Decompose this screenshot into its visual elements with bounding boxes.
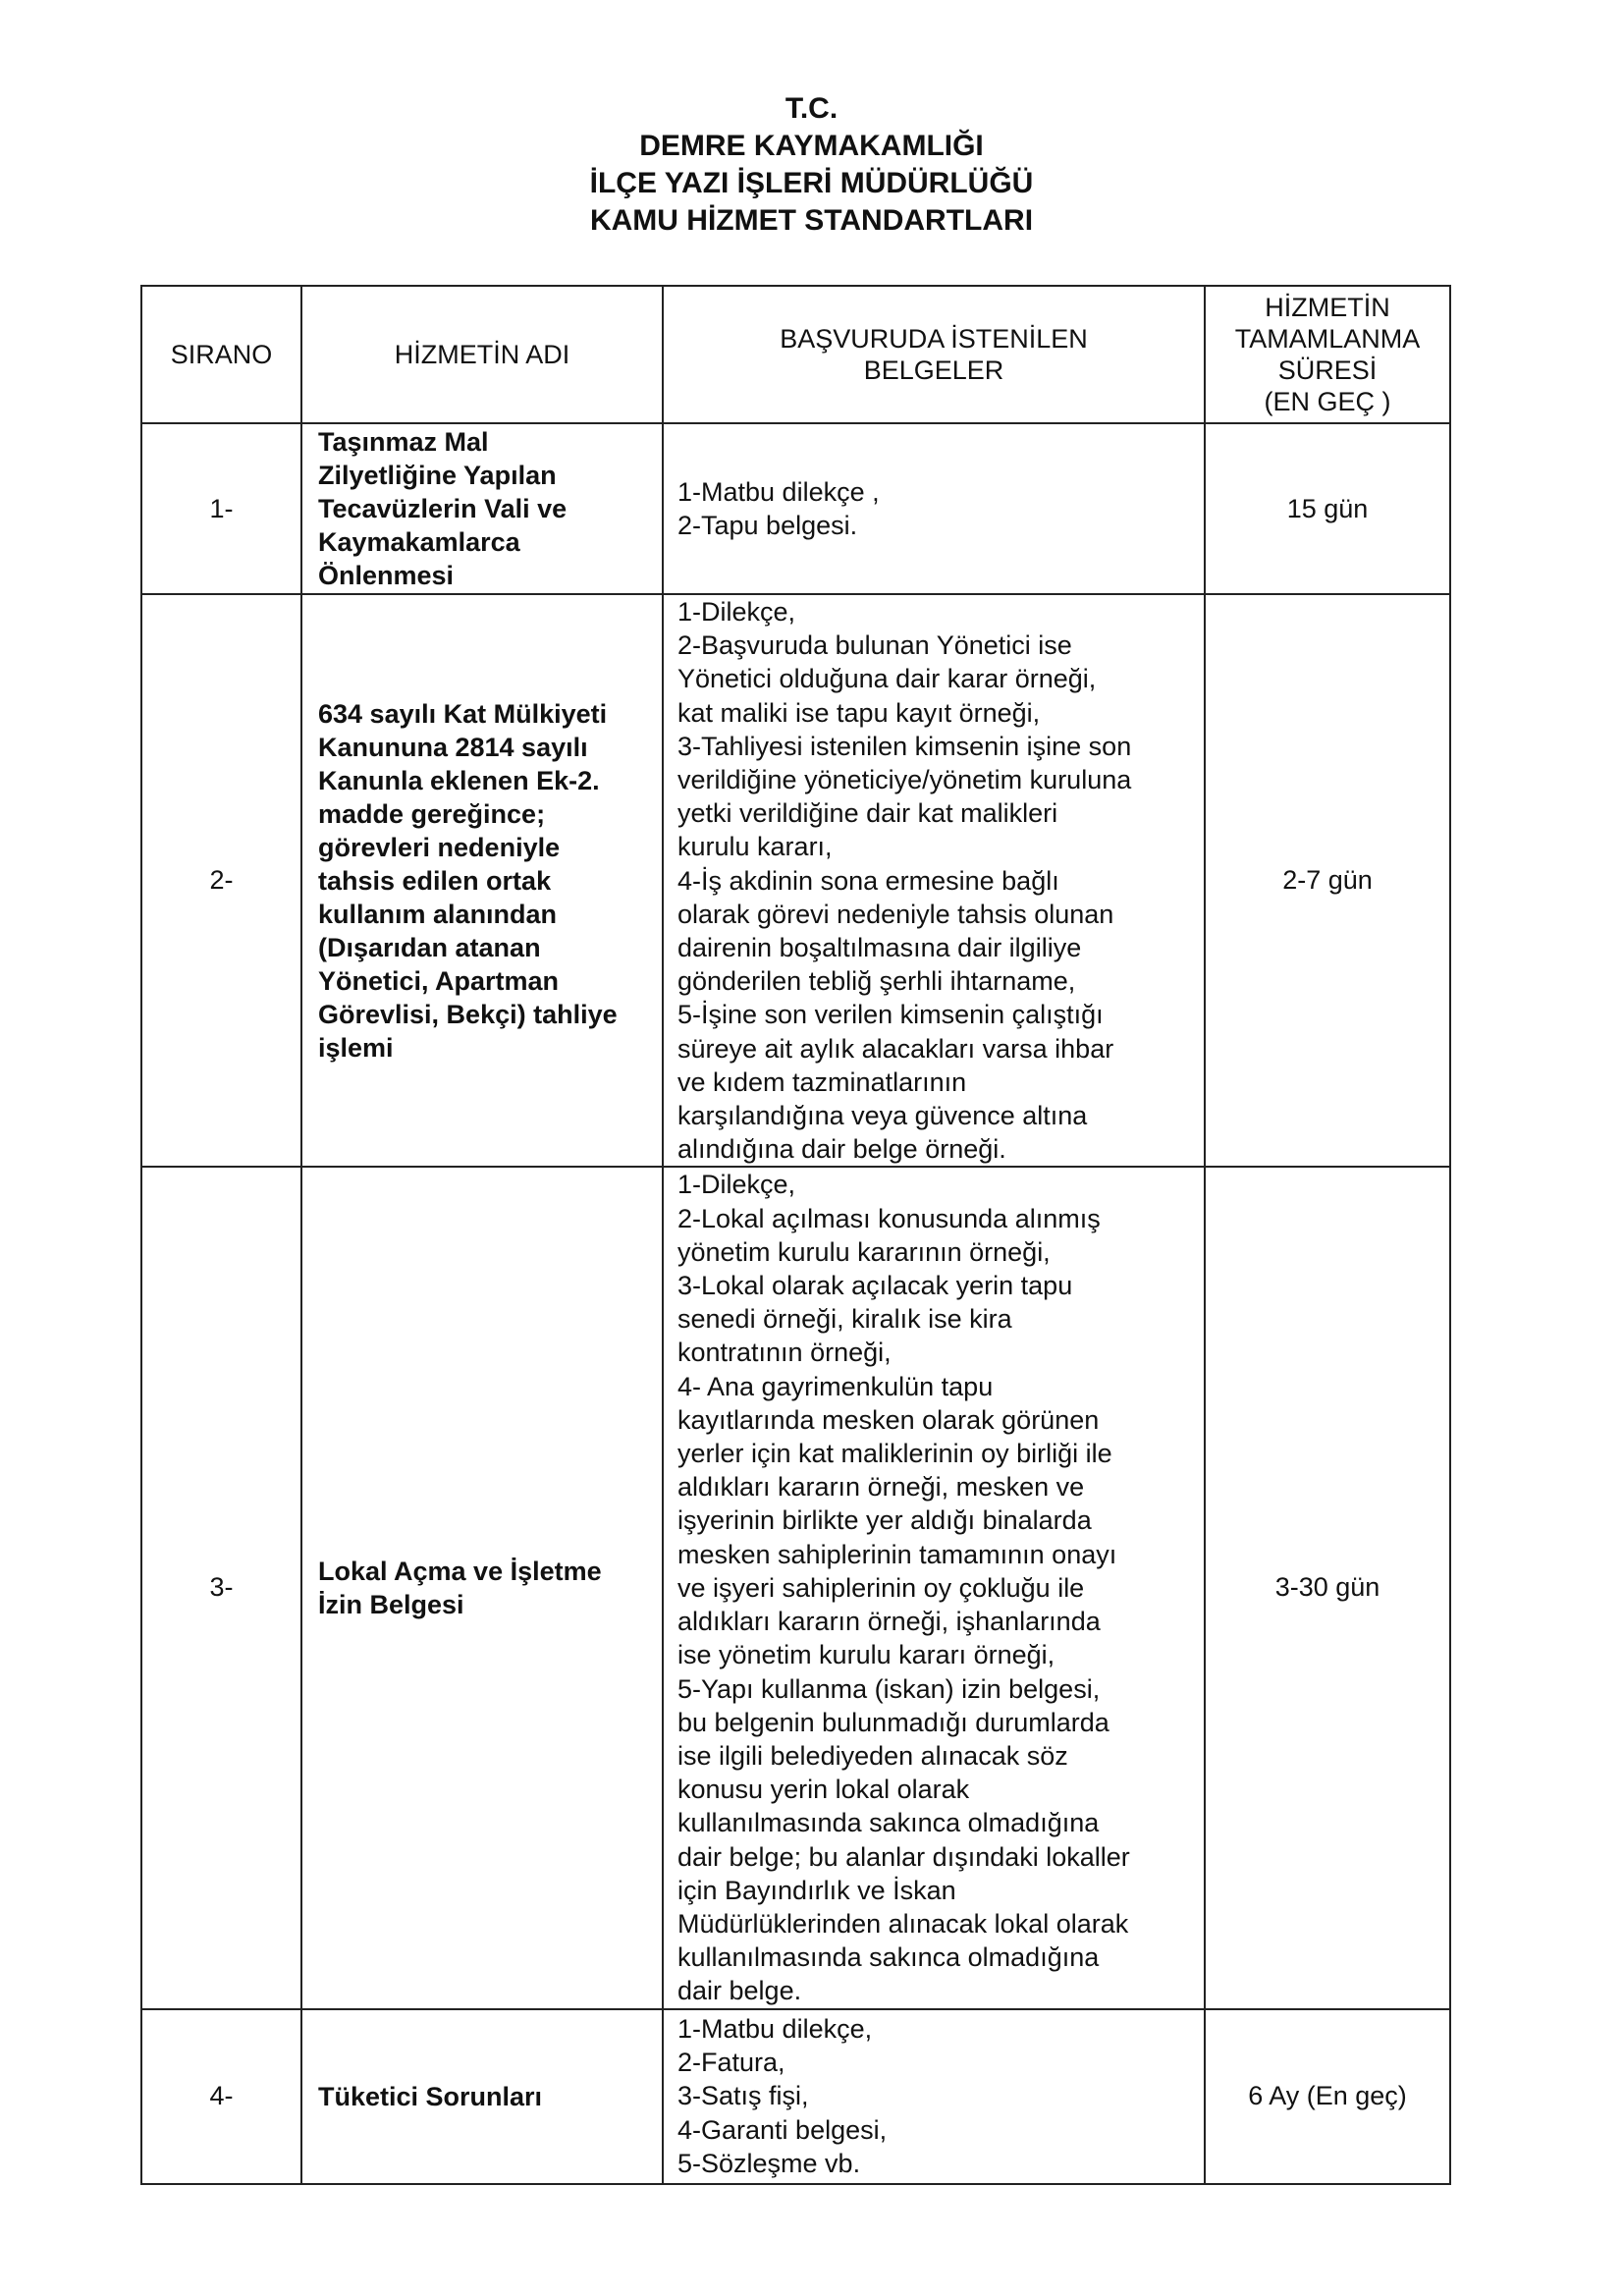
header-line-tc: T.C. (784, 92, 839, 125)
required-documents: 1-Dilekçe, 2-Lokal açılması konusunda alınmış yönetim kurulu kararının örneği, 3-Lokal olarak açılacak yerin tapu senedi örneği, kiralık ise kira kontratının örneği, 4- Ana gayrimenkulün tapu kayıtlarında mesken olarak görünen yerler için kat maliklerinin oy birliği ile aldıkları kararın örneği, mesken ve işyerinin birlikte yer aldığı binalarda mesken sahiplerinin tamamının onayı ve işyeri sahiplerinin oy çokluğu ile aldıkları kararın örneği, işhanlarında ise yönetim kurulu kararı örneği, 5-Yapı kullanma (iskan) izin belgesi, bu belgenin bulunmadığı durumlarda ise ilgili belediyeden alınacak söz konusu yerin lokal olarak kullanılmasında sakınca olmadığına dair belge; bu alanlar dışındaki lokaller için Bayındırlık ve İskan Müdürlüklerinden alınacak lokal olarak kullanılmasında sakınca olmadığına dair belge. (663, 1167, 1205, 2008)
completion-time: 2-7 gün (1205, 594, 1450, 1167)
row-number: 1- (141, 423, 301, 594)
service-name: Tüketici Sorunları (301, 2009, 663, 2184)
table-row (141, 2009, 1450, 2184)
table-row (141, 1167, 1450, 2008)
completion-time: 3-30 gün (1205, 1167, 1450, 2008)
row-number: 4- (141, 2009, 301, 2184)
completion-time: 6 Ay (En geç) (1205, 2009, 1450, 2184)
document-header (0, 90, 1623, 240)
required-documents: 1-Dilekçe, 2-Başvuruda bulunan Yönetici ise Yönetici olduğuna dair karar örneği, kat maliki ise tapu kayıt örneği, 3-Tahliyesi istenilen kimsenin işine son verildiğine yöneticiye/yönetim kuruluna yetki verildiğine dair kat malikleri kurulu kararı, 4-İş akdinin sona ermesine bağlı olarak görevi nedeniyle tahsis olunan dairenin boşaltılmasına dair ilgiliye gönderilen tebliğ şerhli ihtarname, 5-İşine son verilen kimsenin çalıştığı süreye ait aylık alacakları varsa ihbar ve kıdem tazminatlarının karşılandığına veya güvence altına alındığına dair belge örneği. (663, 594, 1205, 1167)
required-documents: 1-Matbu dilekçe , 2-Tapu belgesi. (663, 423, 1205, 594)
service-name: Taşınmaz Mal Zilyetliğine Yapılan Tecavüzlerin Vali ve Kaymakamlarca Önlenmesi (301, 423, 663, 594)
row-number: 3- (141, 1167, 301, 2008)
table-header-row (141, 286, 1450, 423)
row-number: 2- (141, 594, 301, 1167)
completion-time: 15 gün (1205, 423, 1450, 594)
required-documents: 1-Matbu dilekçe, 2-Fatura, 3-Satış fişi, 4-Garanti belgesi, 5-Sözleşme vb. (663, 2009, 1205, 2184)
column-header-hizmet-adi: HİZMETİN ADI (301, 286, 663, 423)
column-header-sure: HİZMETİN TAMAMLANMA SÜRESİ (EN GEÇ ) (1205, 286, 1450, 423)
service-standards-table (140, 285, 1451, 2185)
header-line-mudurluk: İLÇE YAZI İŞLERİ MÜDÜRLÜĞÜ (589, 167, 1034, 199)
table-row (141, 423, 1450, 594)
service-name: Lokal Açma ve İşletme İzin Belgesi (301, 1167, 663, 2008)
service-name: 634 sayılı Kat Mülkiyeti Kanununa 2814 sayılı Kanunla eklenen Ek-2. madde gereğince; görevleri nedeniyle tahsis edilen ortak kullanım alanından (Dışarıdan atanan Yönetici, Apartman Görevlisi, Bekçi) tahliye işlemi (301, 594, 663, 1167)
header-line-kaymakamlik: DEMRE KAYMAKAMLIĞI (639, 130, 984, 162)
table-row (141, 594, 1450, 1167)
column-header-sirano: SIRANO (141, 286, 301, 423)
header-line-standartlar: KAMU HİZMET STANDARTLARI (589, 204, 1034, 237)
column-header-belgeler: BAŞVURUDA İSTENİLEN BELGELER (663, 286, 1205, 423)
